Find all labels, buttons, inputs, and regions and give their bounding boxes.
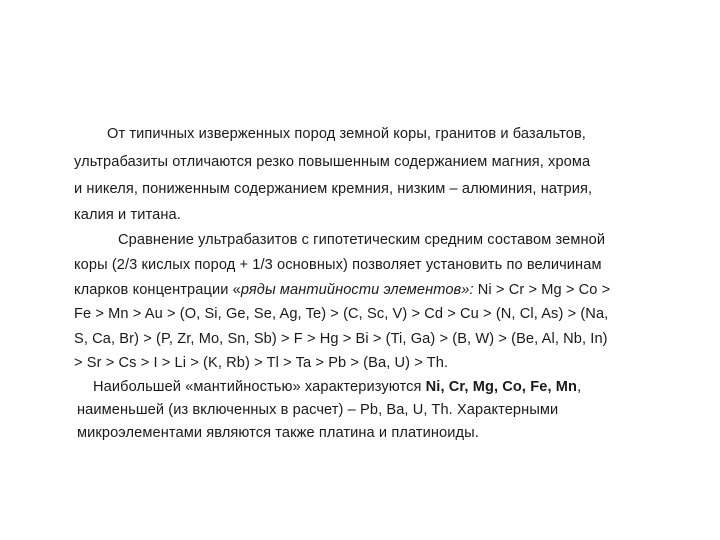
paragraph2-line6: > Sr > Cs > I > Li > (K, Rb) > Tl > Ta > Pb > (Ba, U) > Th. xyxy=(74,355,449,371)
paragraph2-line3-suffix: Ni > Cr > Mg > Co > xyxy=(473,282,611,298)
paragraph2-line3 xyxy=(74,278,610,302)
paragraph3-line1 xyxy=(93,375,581,399)
paragraph2-line1: Сравнение ультрабазитов с гипотетическим средним составом земной xyxy=(118,232,606,248)
paragraph3-line3: микроэлементами являются также платина и платиноиды. xyxy=(77,425,479,441)
mantle-series-term: ряды мантийности элементов»: xyxy=(240,282,474,298)
paragraph1-line2: ультрабазиты отличаются резко повышенным содержанием магния, хрома xyxy=(74,154,591,170)
highest-mantle-elements: Ni, Cr, Mg, Co, Fe, Mn xyxy=(425,379,578,395)
paragraph2-line3-prefix: кларков концентрации « xyxy=(74,282,241,298)
paragraph3-line1-prefix: Наибольшей «мантийностью» характеризуются xyxy=(93,379,426,395)
paragraph1-line3: и никеля, пониженным содержанием кремния, низким – алюминия, натрия, xyxy=(74,181,593,197)
paragraph1-line4: калия и титана. xyxy=(74,207,181,223)
paragraph2-line5: S, Ca, Br) > (P, Zr, Mo, Sn, Sb) > F > Hg > Bi > (Ti, Ga) > (B, W) > (Be, Al, Nb, In) xyxy=(74,331,608,347)
paragraph3-line1-suffix: , xyxy=(577,379,582,395)
paragraph3-line2: наименьшей (из включенных в расчет) – Pb, Ba, U, Th. Характерными xyxy=(77,402,559,418)
paragraph1-line1: От типичных изверженных пород земной коры, гранитов и базальтов, xyxy=(107,126,586,142)
paragraph2-line2: коры (2/3 кислых пород + 1/3 основных) позволяет установить по величинам xyxy=(74,257,602,273)
paragraph2-line4: Fe > Mn > Au > (O, Si, Ge, Se, Ag, Te) > (C, Sc, V) > Cd > Cu > (N, Cl, As) > (Na, xyxy=(74,306,609,322)
